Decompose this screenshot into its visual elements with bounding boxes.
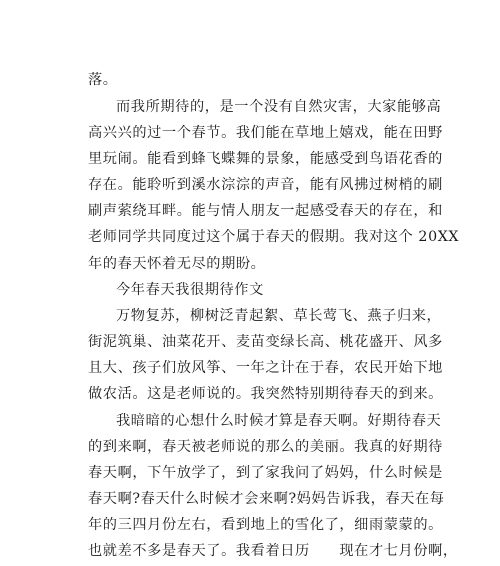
section-heading: 今年春天我很期待作文 xyxy=(116,282,264,298)
text-line: 而我所期待的，是一个没有自然灾害，大家能够高 xyxy=(116,99,442,115)
text-line: 春天啊，下午放学了，到了家我问了妈妈，什么时候是 xyxy=(88,465,443,481)
text-line: 的到来啊，春天被老师说的那么的美丽。我真的好期待 xyxy=(88,439,443,455)
text-line: 落。 xyxy=(88,72,118,88)
text-line: 年的三四月份左右，看到地上的雪化了，细雨蒙蒙的。 xyxy=(88,517,443,533)
text-line: 且大、孩子们放风筝、一年之计在于春，农民开始下地 xyxy=(88,360,443,376)
text-line: 街泥筑巢、油菜花开、麦苗变绿长高、桃花盛开、风多 xyxy=(88,334,443,350)
text-line: 也就差不多是春天了。我看着日历 现在才七月份啊， xyxy=(88,543,458,559)
text-line: 万物复苏，柳树泛青起絮、草长莺飞、燕子归来， xyxy=(116,308,442,324)
text-line: 刷声萦绕耳畔。能与情人朋友一起感受春天的存在，和 xyxy=(88,203,443,219)
text-line: 年的春天怀着无尽的期盼。 xyxy=(88,256,266,272)
text-line: 存在。能聆听到溪水淙淙的声音，能有风拂过树梢的刷 xyxy=(88,177,443,193)
text-line: 高兴兴的过一个春节。我们能在草地上嬉戏，能在田野 xyxy=(88,125,443,141)
text-line: 老师同学共同度过这个属于春天的假期。我对这个 20XX xyxy=(88,229,460,245)
text-line: 里玩闹。能看到蜂飞蝶舞的景象，能感受到鸟语花香的 xyxy=(88,151,443,167)
text-line: 做农活。这是老师说的。我突然特别期待春天的到来。 xyxy=(88,386,443,402)
text-line: 春天啊?春天什么时候才会来啊?妈妈告诉我，春天在每 xyxy=(88,491,445,507)
text-line: 我暗暗的心想什么时候才算是春天啊。好期待春天 xyxy=(116,413,442,429)
